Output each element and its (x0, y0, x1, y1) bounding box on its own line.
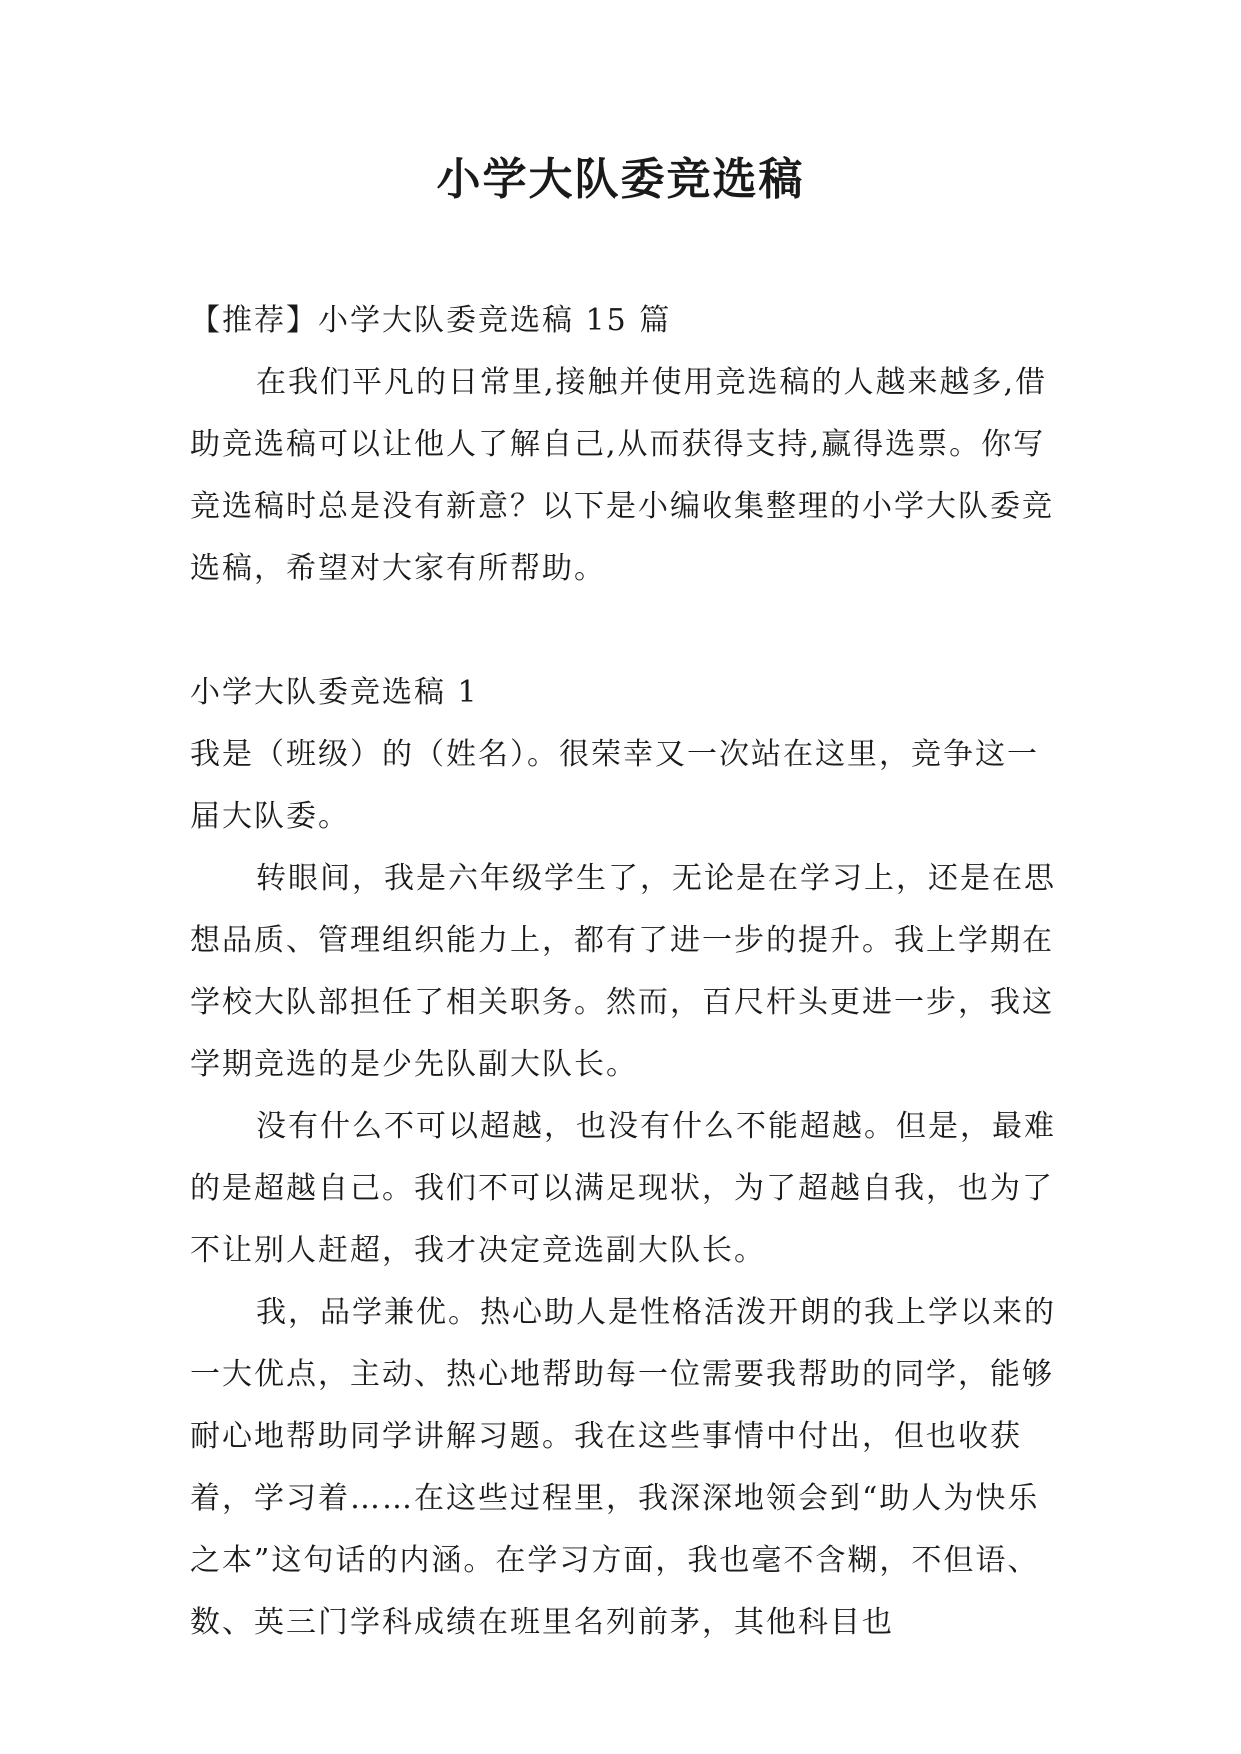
intro-paragraph: 在我们平凡的日常里,接触并使用竞选稿的人越来越多,借助竞选稿可以让他人了解自己,从而获得支持,赢得选票。你写竞选稿时总是没有新意？以下是小编收集整理的小学大队委竞选稿，希望对大家有所帮助。 (190, 365, 1054, 586)
paragraph-3: 没有什么不可以超越，也没有什么不能超越。但是，最难的是超越自己。我们不可以满足现状，为了超越自我，也为了不让别人赶超，我才决定竞选副大队长。 (190, 1109, 1056, 1268)
section-spacer (190, 600, 1060, 662)
document-title: 小学大队委竞选稿 (436, 154, 805, 205)
intro-heading: 【推荐】小学大队委竞选稿 15 篇 (190, 303, 672, 338)
paragraph-4: 我，品学兼优。热心助人是性格活泼开朗的我上学以来的一大优点，主动、热心地帮助每一位需要我帮助的同学，能够耐心地帮助同学讲解习题。我在这些事情中付出，但也收获着，学习着……在这些过程里，我深深地领会到“助人为快乐之本”这句话的内涵。在学习方面，我也毫不含糊，不但语、数、英三门学科成绩在班里名列前茅，其他科目也 (190, 1295, 1056, 1640)
document-body (190, 290, 1060, 1654)
paragraph-2: 转眼间，我是六年级学生了，无论是在学习上，还是在思想品质、管理组织能力上，都有了进一步的提升。我上学期在学校大队部担任了相关职务。然而，百尺杆头更进一步，我这学期竞选的是少先队副大队长。 (190, 861, 1056, 1082)
paragraph-1: 我是（班级）的（姓名）。很荣幸又一次站在这里，竞争这一届大队委。 (190, 737, 1039, 834)
section-title: 小学大队委竞选稿 1 (190, 675, 479, 710)
